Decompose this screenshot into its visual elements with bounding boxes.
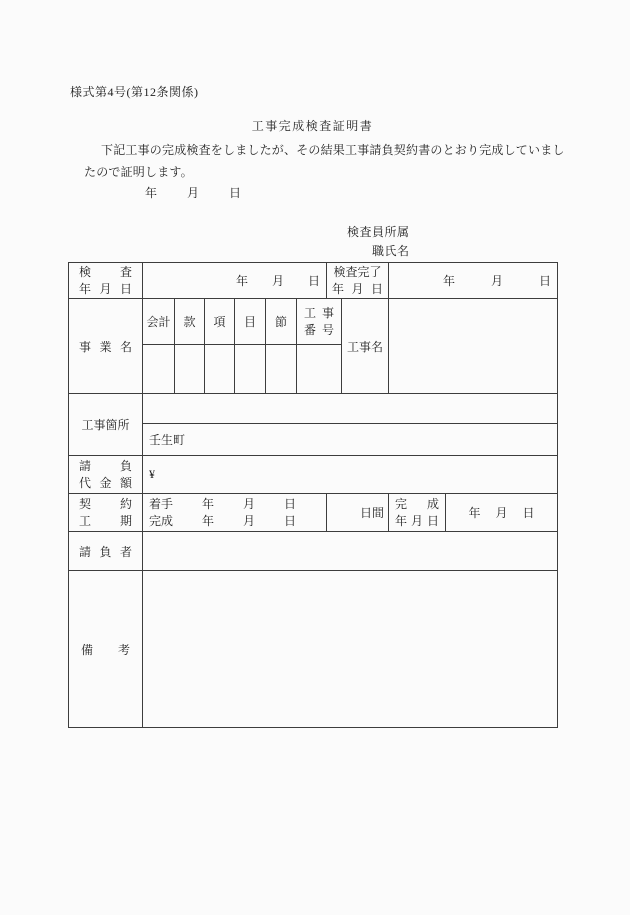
unit-month: 月 [495, 506, 508, 520]
start-label: 着手 [149, 496, 174, 511]
unit-year: 年 [468, 506, 481, 520]
construction-number-header: 工 事 番 号 [297, 299, 342, 345]
unit-day: 日 [229, 186, 242, 200]
contract-amount-header: 請 負 代 金 額 [69, 456, 143, 494]
inspection-date-value [143, 263, 327, 299]
yen-sign: ¥ [149, 467, 155, 481]
remarks-value [143, 571, 558, 728]
project-name-header: 事 業 名 [69, 299, 143, 394]
unit-day: 日 [284, 496, 297, 511]
inspector-affiliation-label: 検査員所属 [347, 225, 410, 239]
kou-value [205, 345, 235, 394]
form-number: 様式第4号(第12条関係) [70, 85, 199, 99]
moku-header: 目 [235, 299, 266, 345]
completion-period-header: 完 成 年 月 日 [389, 494, 446, 532]
unit-year: 年 [202, 496, 215, 511]
location-value-upper [143, 394, 558, 424]
location-header: 工事箇所 [69, 394, 143, 456]
account-header: 会計 [143, 299, 175, 345]
body-paragraph-line2: たので証明します。 [84, 165, 193, 179]
issue-date-line [145, 184, 241, 201]
construction-name-header: 工事名 [342, 299, 389, 394]
unit-day: 日 [308, 274, 321, 288]
construction-name-value [389, 299, 558, 394]
unit-year: 年 [145, 186, 158, 200]
kan-header: 款 [175, 299, 205, 345]
unit-day: 日 [539, 274, 552, 288]
account-value [143, 345, 175, 394]
remarks-header: 備 考 [69, 571, 143, 728]
completion-date-header: 検査完了 年 月 日 [327, 263, 389, 299]
body-paragraph-line1: 下記工事の完成検査をしましたが、その結果工事請負契約書のとおり完成していまし [101, 143, 565, 157]
unit-month: 月 [271, 274, 284, 288]
contract-period-header: 契 約 工 期 [69, 494, 143, 532]
inspection-date-header: 検 査 年 月 日 [69, 263, 143, 299]
unit-year: 年 [443, 274, 456, 288]
completion-period-value [446, 494, 558, 532]
completion-date-value [389, 263, 558, 299]
contract-amount-value [143, 456, 558, 494]
moku-value [235, 345, 266, 394]
kou-header: 項 [205, 299, 235, 345]
unit-month: 月 [187, 186, 200, 200]
unit-year: 年 [235, 274, 248, 288]
unit-year: 年 [202, 513, 215, 528]
finish-label: 完成 [149, 513, 174, 528]
unit-month: 月 [243, 513, 256, 528]
setsu-header: 節 [266, 299, 297, 345]
contract-period-days: 日間 [327, 494, 389, 532]
contract-period-dates [143, 494, 327, 532]
construction-number-value [297, 345, 342, 394]
unit-day: 日 [522, 506, 535, 520]
setsu-value [266, 345, 297, 394]
unit-day: 日 [284, 513, 297, 528]
inspection-certificate-table [68, 262, 558, 728]
contractor-header: 請 負 者 [69, 532, 143, 571]
unit-month: 月 [243, 496, 256, 511]
inspector-name-label: 職氏名 [372, 244, 410, 258]
contractor-value [143, 532, 558, 571]
kan-value [175, 345, 205, 394]
unit-month: 月 [491, 274, 504, 288]
location-value: 壬生町 [143, 424, 558, 456]
page-title: 工事完成検査証明書 [251, 119, 374, 133]
